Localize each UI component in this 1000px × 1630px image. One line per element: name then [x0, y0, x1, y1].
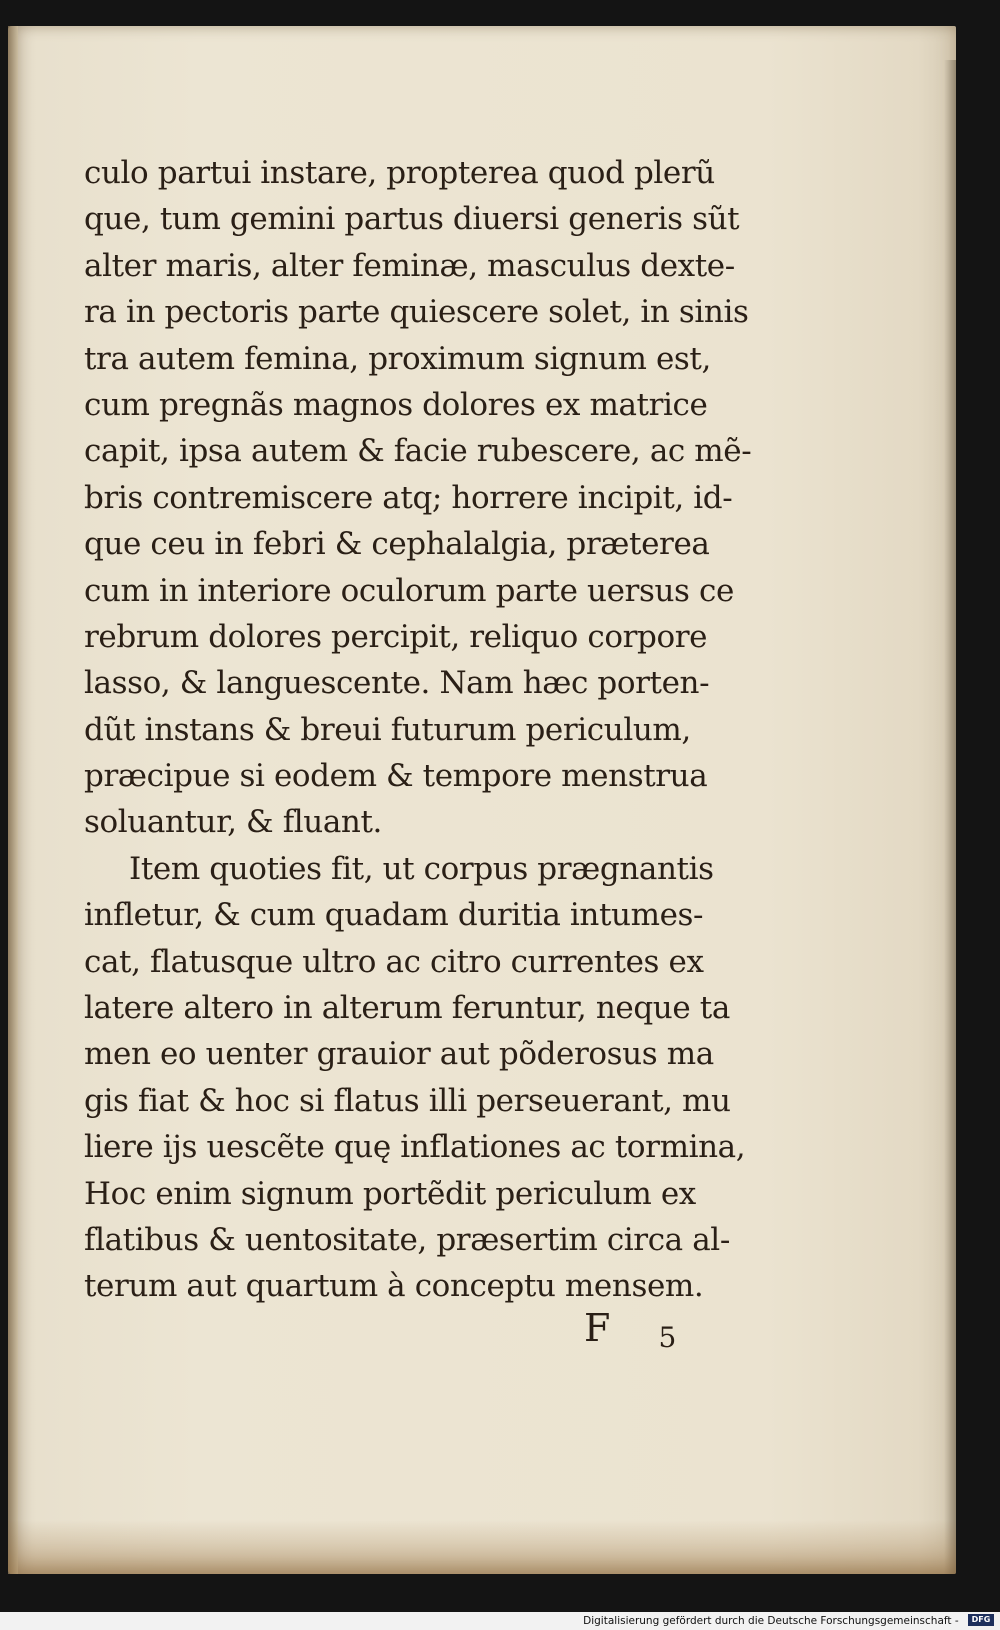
page-edge-shadow [944, 60, 956, 1574]
paragraph-start-line: Item quoties fit, ut corpus prægnantis [129, 850, 714, 887]
signature-letter: F [584, 1306, 611, 1350]
text-line: infletur, & cum quadam duritia intumes- [84, 897, 704, 934]
text-line: capit, ipsa autem & facie rubescere, ac mẽ- [84, 433, 752, 470]
text-line: Hoc enim signum portẽdit periculum ex [84, 1175, 696, 1212]
text-line: gis fiat & hoc si flatus illi perseuerant, mu [84, 1082, 731, 1119]
text-line: ra in pectoris parte quiescere solet, in sinis [84, 294, 749, 331]
text-line: rebrum dolores percipit, reliquo corpore [84, 618, 708, 655]
signature-mark [584, 1306, 677, 1354]
text-line: lasso, & languescente. Nam hæc porten- [84, 665, 710, 702]
text-line: flatibus & uentositate, præsertim circa al- [84, 1221, 730, 1258]
page-stain [8, 1520, 956, 1574]
text-line: latere altero in alterum feruntur, neque ta [84, 990, 730, 1027]
signature-number: 5 [658, 1321, 677, 1354]
text-line: que ceu in febri & cephalalgia, præterea [84, 526, 710, 563]
text-line: cum in interiore oculorum parte uersus ce [84, 572, 734, 609]
text-line: que, tum gemini partus diuersi generis sũt [84, 201, 740, 238]
footer-credit: Digitalisierung gefördert durch die Deutsche Forschungsgemeinschaft - [583, 1615, 959, 1627]
text-line: tra autem femina, proximum signum est, [84, 340, 711, 377]
text-line: culo partui instare, propterea quod plerũ [84, 155, 715, 191]
text-line: præcipue si eodem & tempore menstrua [84, 758, 708, 795]
text-line: men eo uenter grauior aut põderosus ma [84, 1036, 714, 1073]
text-line: cat, flatusque ultro ac citro currentes ex [84, 943, 704, 980]
page-text [84, 150, 784, 1310]
dfg-logo-icon: DFG [968, 1614, 994, 1626]
text-line: dũt instans & breui futurum periculum, [84, 711, 691, 748]
text-line: cum pregnãs magnos dolores ex matrice [84, 386, 708, 423]
text-line: soluantur, & fluant. [84, 804, 383, 841]
text-line: alter maris, alter feminæ, masculus dexte- [84, 247, 735, 284]
text-line: bris contremiscere atq; horrere incipit, id- [84, 479, 733, 516]
funding-footer [0, 1612, 1000, 1630]
text-line: terum aut quartum à conceptu mensem. [84, 1268, 704, 1305]
page-gutter-shadow [8, 26, 18, 1574]
text-line: liere ijs uescẽte quę inflationes ac tormina, [84, 1129, 746, 1166]
